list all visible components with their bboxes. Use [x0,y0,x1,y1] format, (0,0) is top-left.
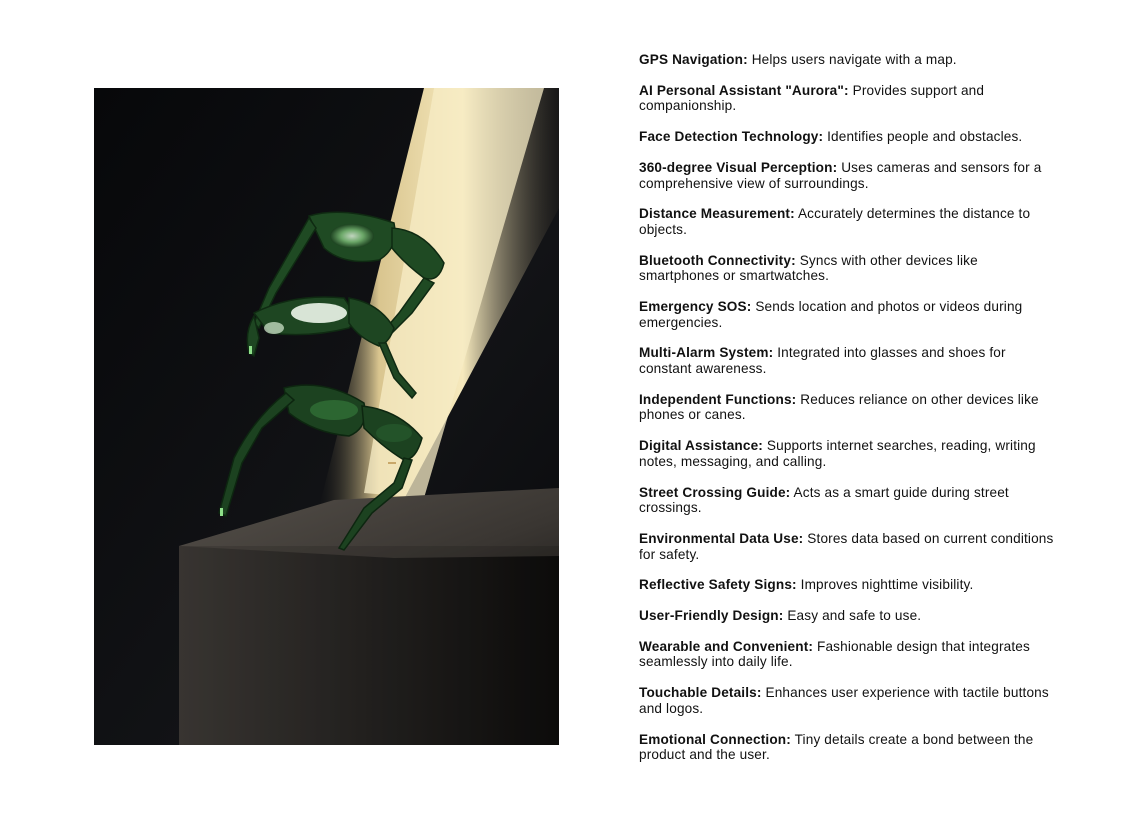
feature-description: Reduces reliance on other devices like phones or canes. [639,391,1039,423]
list-item [639,608,1059,624]
feature-list [639,52,1059,778]
feature-name: 360-degree Visual Perception: [639,159,838,175]
feature-name: Street Crossing Guide: [639,484,791,500]
feature-description: Improves nighttime visibility. [800,577,974,593]
feature-name: Multi-Alarm System: [639,345,774,361]
list-item [639,345,1059,376]
feature-description: Supports internet searches, reading, writing notes, messaging, and calling. [639,438,1036,469]
list-item [639,485,1059,516]
feature-description: Accurately determines the distance to objects. [639,206,1031,237]
feature-description: Uses cameras and sensors for a comprehensive view of surroundings. [639,159,1042,191]
feature-description: Fashionable design that integrates seamlessly into daily life. [639,638,1030,670]
feature-description: Acts as a smart guide during street crossings. [639,484,1009,516]
list-item [639,299,1059,330]
feature-name: Independent Functions: [639,391,797,407]
list-item [639,531,1059,562]
feature-name: Face Detection Technology: [639,129,824,145]
feature-description: Enhances user experience with tactile buttons and logos. [639,685,1049,716]
feature-name: Wearable and Convenient: [639,638,814,654]
feature-description: Syncs with other devices like smartphones or smartwatches. [639,252,978,284]
feature-description: Identifies people and obstacles. [827,129,1023,145]
feature-description: Sends location and photos or videos during emergencies. [639,299,1023,330]
list-item [639,253,1059,284]
list-item [639,685,1059,716]
list-item [639,83,1059,114]
product-photo [94,88,559,745]
feature-name: Touchable Details: [639,685,762,701]
feature-name: User-Friendly Design: [639,608,784,624]
feature-name: GPS Navigation: [639,52,748,67]
feature-description: Stores data based on current conditions for safety. [639,530,1054,562]
feature-name: Reflective Safety Signs: [639,577,797,593]
feature-name: Environmental Data Use: [639,530,804,546]
list-item [639,732,1059,763]
feature-name: Emergency SOS: [639,299,752,315]
list-item [639,52,1059,68]
feature-description: Tiny details create a bond between the product and the user. [639,731,1034,763]
list-item [639,160,1059,191]
list-item [639,129,1059,145]
list-item [639,206,1059,237]
feature-description: Helps users navigate with a map. [751,52,957,67]
feature-description: Integrated into glasses and shoes for constant awareness. [639,345,1006,377]
feature-description: Easy and safe to use. [787,608,922,624]
list-item [639,438,1059,469]
feature-name: Digital Assistance: [639,438,763,454]
list-item [639,577,1059,593]
feature-name: Emotional Connection: [639,731,791,747]
green-smart-glasses-photo [94,88,559,745]
list-item [639,639,1059,670]
list-item [639,392,1059,423]
feature-name: Bluetooth Connectivity: [639,252,796,268]
feature-description: Provides support and companionship. [639,82,985,114]
feature-name: AI Personal Assistant "Aurora": [639,82,849,98]
feature-name: Distance Measurement: [639,206,795,222]
